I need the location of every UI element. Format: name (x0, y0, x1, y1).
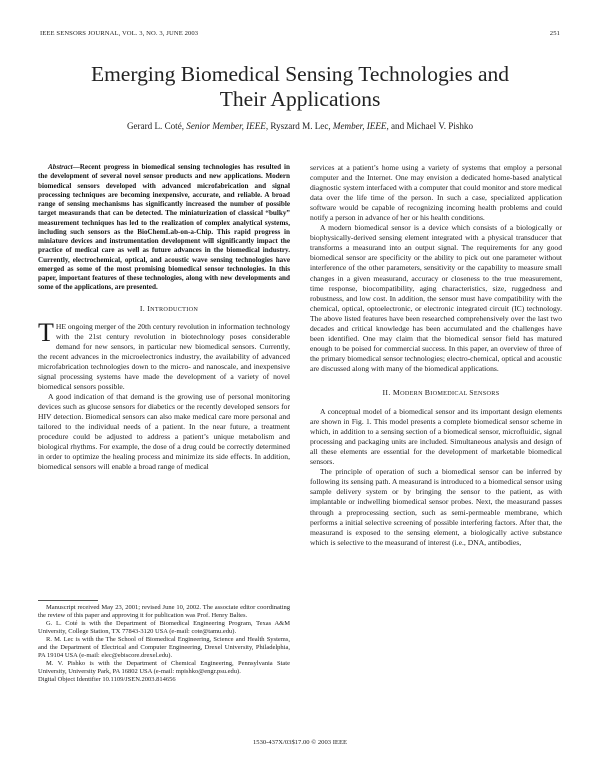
footnote-cote: G. L. Coté is with the Department of Biomedical Engineering Program, Texas A&M University, College Station, TX 77843-3120 USA (e-mail: cote@tamu.edu). (38, 620, 290, 635)
author-list (30, 121, 570, 131)
author-1: Gerard L. Coté, (126, 121, 187, 131)
intro-paragraph-4: A modern biomedical sensor is a device which consists of a biologically or biophysically-derived sensing element integrated with a physical transducer that transforms a measurand into an output signal. The requirements for any good biomedical sensor are specificity or the ability to pick out one parameter without interference of the other parameters, sensitivity or the capability to measure small changes in a given measurand, accuracy or closeness to the true measurement, time response, biocompatibility, aging characteristics, size, ruggedness and robustness, and low cost. In addition, the sensor must have compatibility with the chemical, optical, optoelectronic, or electronic integrated circuit (IC) technology. The above listed features have been researched comprehensively over the last two decades and critical knowledge has been accumulated and the challenges have been identified. One may claim that the biomedical sensor field has matured enough to be poised for commercial success. In this paper, an overview of three of the primary biomedical sensor technologies; electro-chemical, optical and acoustic are discussed along with many of the biomedical applications. (310, 223, 562, 373)
footnote-pishko: M. V. Pishko is with the Department of Chemical Engineering, Pennsylvania State University, University Park, PA 16802 USA (e-mail: mpishko@engr.psu.edu). (38, 660, 290, 675)
abstract (38, 163, 290, 293)
footnote-doi: Digital Object Identifier 10.1109/JSEN.2003.814656 (38, 676, 176, 683)
page-number: 251 (549, 30, 560, 37)
author-1-role: Senior Member, IEEE (186, 121, 266, 131)
intro-paragraph-2: A good indication of that demand is the growing use of personal monitoring devices such as glucose sensors for diabetics or the recently developed sensors for HIV detection. Biomedical sensors can also make medical care more personal and tailored to the individual needs of a patient. In the near future, a treatment procedure could be adjusted to address a patient’s unique metabolism and biological rhythms. For example, the dose of a drug could be correctly determined in order to optimize the healing process and minimize its side effects. In addition, biomedical sensors will enable a broad range of medical (38, 391, 290, 472)
title-line-1: Emerging Biomedical Sensing Technologies and (90, 62, 510, 86)
right-column (310, 163, 562, 548)
author-2: , Ryszard M. Lec, (265, 121, 333, 131)
footnote-rule (38, 600, 98, 601)
intro-paragraph-3: services at a patient’s home using a variety of systems that employ a personal computer and the Internet. One may envision a dedicated home-based analytical diagnostic system interfaced with a computer that could monitor and store medical data over the life time of the person. In such a case, specialized application software would be capable of recognizing incoming health problems and could notify a person in advance of her or his health conditions. (310, 163, 562, 223)
drop-cap: T (38, 317, 54, 347)
section2-paragraph-1: A conceptual model of a biomedical sensor and its important design elements are shown in Fig. 1. This model presents a complete biomedical sensor scheme in which, in addition to a sensing section of a biomedical sensor, microfluidic, signal processing and packaging units are included. Simultaneous analysis and design of all these elements are essential for the development of marketable biomedical sensors. (310, 407, 562, 467)
intro-paragraph-1: THE ongoing merger of the 20th century revolution in information technology with the 21st century revolution in biotechnology poses considerable demand for new sensors, in particular new biomedical sensors. Currently, the recent advances in the microelectronics industry, the availability of advanced microfabrication technologies down to the micro- and nanoscale, and inexpensive signal processing systems have made the development of a variety of novel biomedical sensors possible. (38, 317, 290, 391)
author-2-role: Member, IEEE (332, 121, 387, 131)
copyright-footer: 1530-437X/03$17.00 © 2003 IEEE (252, 739, 348, 746)
left-column (38, 163, 290, 472)
section-heading-introduction: I. INTRODUCTION (139, 303, 199, 313)
paper-title (30, 62, 570, 111)
section-heading-modern-biomedical-sensors: II. MODERN BIOMEDICAL SENSORS (382, 387, 500, 397)
abstract-label: Abstract (48, 163, 73, 171)
author-3: , and Michael V. Pishko (386, 121, 474, 131)
footnotes (38, 604, 290, 684)
footnote-lec: R. M. Lec is with the The School of Biomedical Engineering, Science and Health Systems, and the Department of Electrical and Computer Engineering, Drexel University, Philadelphia, PA 19104 USA (e-mail: elec@ebiscore.drexel.edu). (38, 636, 290, 659)
running-header: IEEE SENSORS JOURNAL, VOL. 3, NO. 3, JUNE 2003 (40, 30, 199, 37)
section2-paragraph-2: The principle of operation of such a biomedical sensor can be inferred by following its sensing path. A measurand is introduced to a biomedical sensor using sample delivery system or by bringing the sensor to the patient, as with implantable or indwelling biomedical sensor probes. Next, the measurand passes through a preprocessing section, such as semi-permeable membrane, which performs a initial selective screening of possible interfering factors. After that, the measurand is exposed to the sensing element, a biologically active substance which is selective to the measurand of interest (i.e., DNA, antibodies, (310, 467, 562, 547)
footnote-manuscript: Manuscript received May 23, 2001; revised June 10, 2002. The associate editor coordinating the review of this paper and approving it for publication was Prof. Henry Baltes. (38, 604, 290, 619)
abstract-text: —Recent progress in biomedical sensing technologies has resulted in the development of several novel sensor products and new applications. Modern biomedical sensors developed with advanced microfabrication and signal processing techniques are becoming inexpensive, accurate, and reliable. A broad range of sensing mechanisms has significantly increased the number of possible target measurands that can be detected. The miniaturization of classical “bulky” measurement techniques has led to the realization of complex analytical systems, including such sensors as the BioChemLab-on-a-Chip. This rapid progress in miniature devices and instrumentation development will significantly impact the practice of medical care as well as future advances in the biomedical industry. Currently, electrochemical, optical, and acoustic wave sensing technologies have emerged as some of the most promising biomedical sensor technologies. In this paper, important features of these technologies, along with new developments and some of the applications, are presented. (38, 163, 290, 292)
title-line-2: Their Applications (219, 86, 381, 111)
